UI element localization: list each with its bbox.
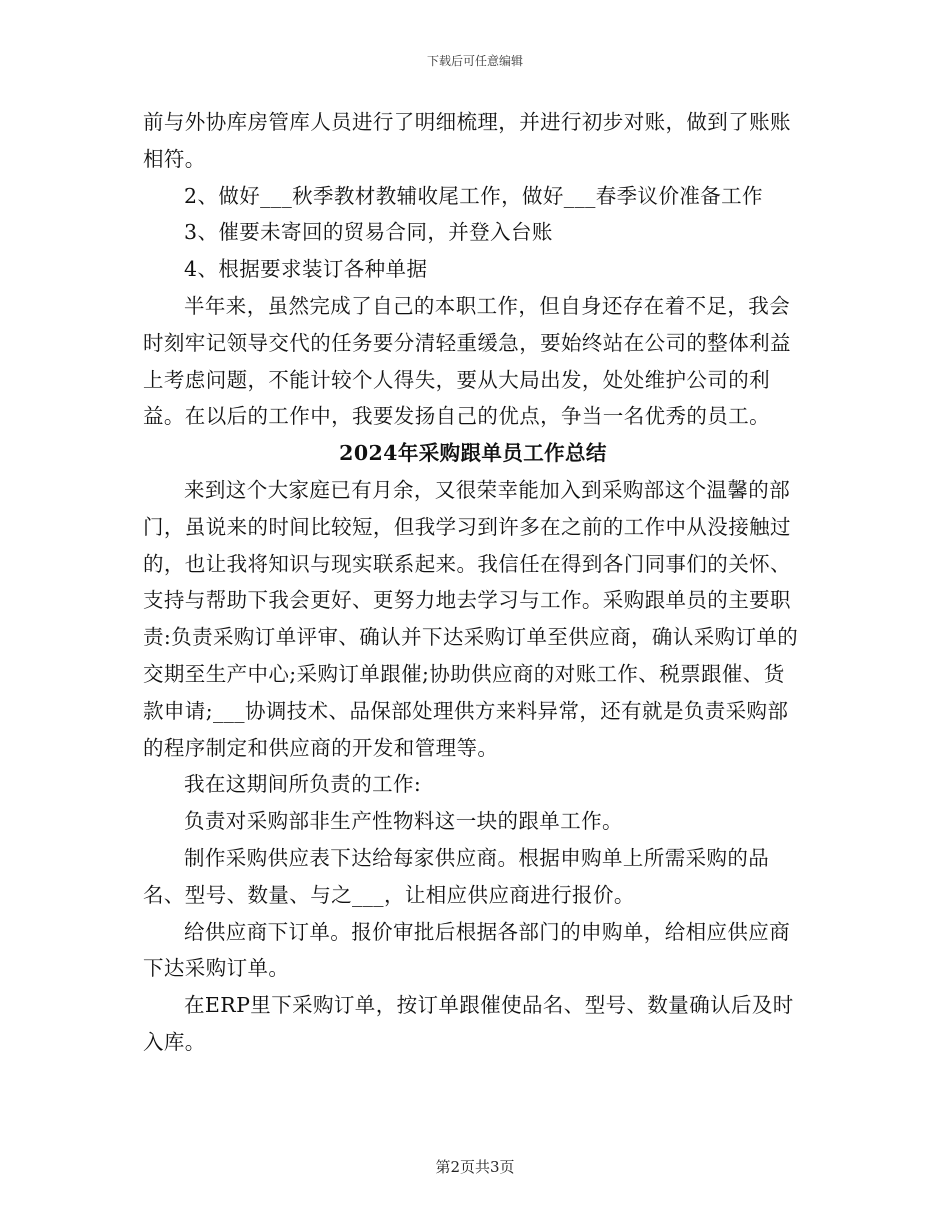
paragraph-half-year-summary: 半年来，虽然完成了自己的本职工作，但自身还存在着不足，我会时刻牢记领导交代的任务要分清轻重缓急，要始终站在公司的整体利益上考虑问题，不能计较个人得失，要从大局出发，处处维护公司的利益。在以后的工作中，我要发扬自己的优点，争当一名优秀的员工。: [143, 293, 791, 429]
list-item-4: 4、根据要求装订各种单据: [184, 257, 428, 282]
page-footer: 第2页共3页: [435, 1158, 515, 1176]
list-item-3: 3、催要未寄回的贸易合同，并登入台账: [184, 220, 553, 245]
paragraph-continuation: 前与外协库房管库人员进行了明细梳理，并进行初步对账，做到了账账相符。: [143, 110, 791, 171]
document-body: [143, 104, 803, 1061]
paragraph-duty-1: 负责对采购部非生产性物料这一块的跟单工作。: [184, 809, 623, 834]
paragraph-intro: 来到这个大家庭已有月余，又很荣幸能加入到采购部这个温馨的部门，虽说来的时间比较短，但我学习到许多在之前的工作中从没接触过的，也让我将知识与现实联系起来。我信任在得到各门同事们的关怀、支持与帮助下我会更好、更努力地去学习与工作。采购跟单员的主要职责:负责采购订单评审、确认并下达采购订单至供应商，确认采购订单的交期至生产中心;采购订单跟催;协助供应商的对账工作、税票跟催、货款申请;___协调技术、品保部处理供方来料异常，还有就是负责采购部的程序制定和供应商的开发和管理等。: [143, 477, 799, 760]
paragraph-duty-2: 制作采购供应表下达给每家供应商。根据申购单上所需采购的品名、型号、数量、与之___，让相应供应商进行报价。: [143, 845, 770, 907]
paragraph-duties-heading: 我在这期间所负责的工作:: [184, 772, 422, 797]
paragraph-duty-4: 在ERP里下采购订单，按订单跟催使品名、型号、数量确认后及时入库。: [143, 993, 794, 1054]
section-title: 2024年采购跟单员工作总结: [339, 441, 607, 466]
paragraph-duty-3: 给供应商下订单。报价审批后根据各部门的申购单，给相应供应商下达采购订单。: [143, 919, 791, 981]
page-header: 下载后可任意编辑: [426, 54, 523, 68]
list-item-2: 2、做好___秋季教材教辅收尾工作，做好___春季议价准备工作: [184, 183, 763, 208]
